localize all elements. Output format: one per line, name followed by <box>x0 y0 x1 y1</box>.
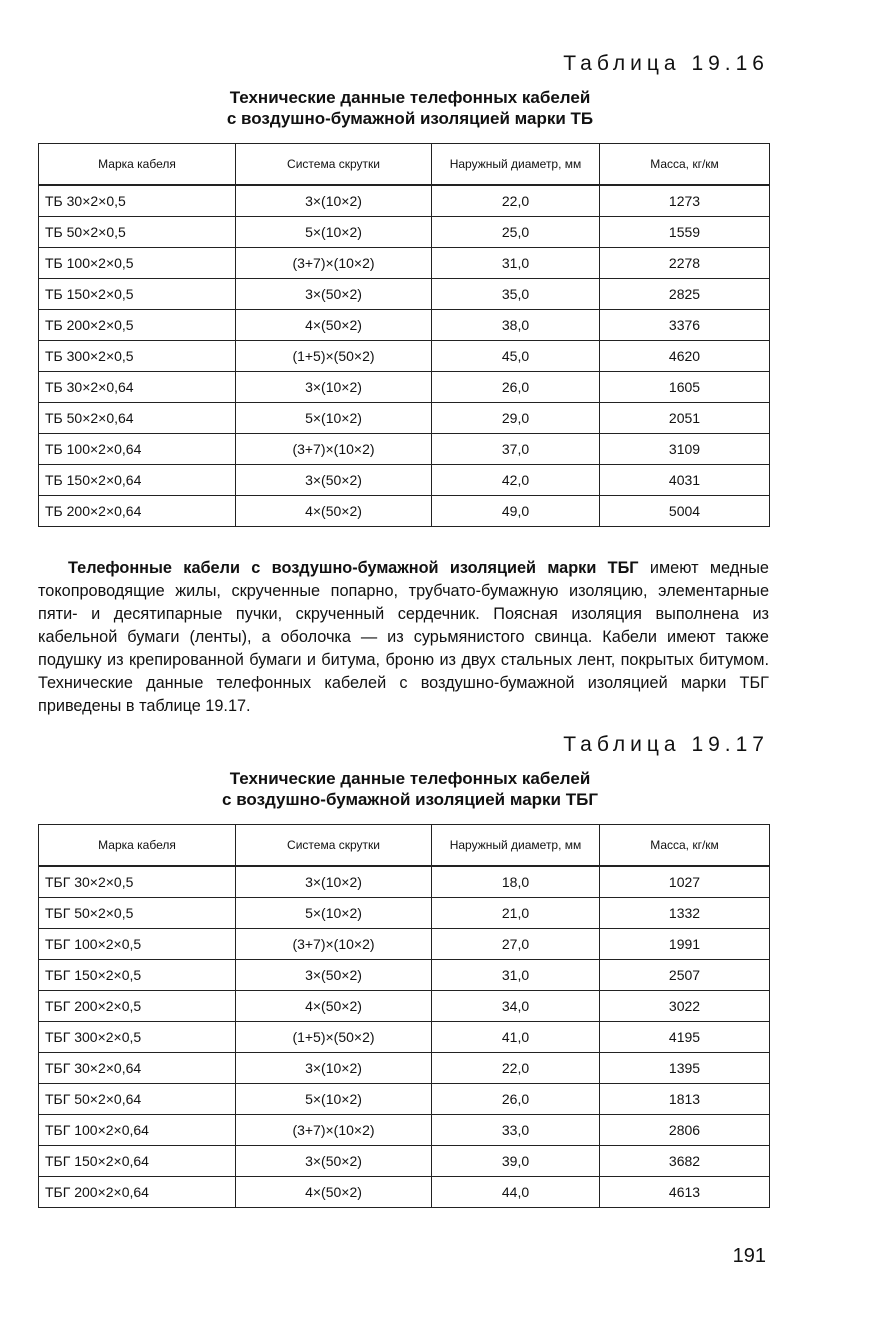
table-header-row <box>39 144 770 186</box>
table-row <box>39 279 770 310</box>
table-label: Таблица 19.16 <box>563 52 769 75</box>
table-cell: 1605 <box>600 372 770 403</box>
table-cell: ТБГ 100×2×0,5 <box>39 929 236 960</box>
table-cell: 25,0 <box>432 217 600 248</box>
table-cell: 34,0 <box>432 991 600 1022</box>
table-cell: 3×(50×2) <box>236 279 432 310</box>
table-cell: 5×(10×2) <box>236 217 432 248</box>
paragraph-lead: Телефонные кабели с воздушно-бумажной изоляцией марки ТБГ <box>68 559 639 577</box>
table-cell: 45,0 <box>432 341 600 372</box>
cable-table-tb <box>38 143 770 527</box>
table-row <box>39 310 770 341</box>
table-cell: 5×(10×2) <box>236 1084 432 1115</box>
table-cell: 26,0 <box>432 1084 600 1115</box>
table-row <box>39 496 770 527</box>
table-row <box>39 898 770 929</box>
table-cell: 26,0 <box>432 372 600 403</box>
table-cell: 3×(10×2) <box>236 185 432 217</box>
table-cell: (1+5)×(50×2) <box>236 1022 432 1053</box>
table-row <box>39 991 770 1022</box>
table-cell: 1027 <box>600 866 770 898</box>
table-row <box>39 434 770 465</box>
table-cell: 2825 <box>600 279 770 310</box>
table-cell: ТБГ 50×2×0,64 <box>39 1084 236 1115</box>
table-cell: 5×(10×2) <box>236 403 432 434</box>
column-header: Масса, кг/км <box>600 144 770 186</box>
caption-line: Технические данные телефонных кабелей <box>229 88 591 107</box>
table-cell: ТБ 30×2×0,64 <box>39 372 236 403</box>
table-row <box>39 960 770 991</box>
table-cell: 35,0 <box>432 279 600 310</box>
table-cell: 3×(50×2) <box>236 465 432 496</box>
table-cell: ТБ 300×2×0,5 <box>39 341 236 372</box>
table-cell: 39,0 <box>432 1146 600 1177</box>
table-cell: 3×(50×2) <box>236 960 432 991</box>
table-cell: (3+7)×(10×2) <box>236 929 432 960</box>
column-header: Масса, кг/км <box>600 825 770 867</box>
table-row <box>39 372 770 403</box>
table-cell: ТБ 200×2×0,5 <box>39 310 236 341</box>
table-cell: 4×(50×2) <box>236 496 432 527</box>
column-header: Система скрутки <box>236 144 432 186</box>
table-row <box>39 1115 770 1146</box>
table-caption <box>120 768 700 810</box>
table-row <box>39 185 770 217</box>
table-cell: 1273 <box>600 185 770 217</box>
table-cell: 5×(10×2) <box>236 898 432 929</box>
table-row <box>39 248 770 279</box>
table-cell: ТБ 30×2×0,5 <box>39 185 236 217</box>
cable-table-tbg <box>38 824 770 1208</box>
table-cell: 4×(50×2) <box>236 1177 432 1208</box>
table-row <box>39 929 770 960</box>
table-cell: 3376 <box>600 310 770 341</box>
table-cell: 49,0 <box>432 496 600 527</box>
table-cell: ТБГ 30×2×0,64 <box>39 1053 236 1084</box>
table-cell: ТБГ 200×2×0,5 <box>39 991 236 1022</box>
table-cell: 27,0 <box>432 929 600 960</box>
column-header: Система скрутки <box>236 825 432 867</box>
table-cell: ТБГ 30×2×0,5 <box>39 866 236 898</box>
table-cell: 3022 <box>600 991 770 1022</box>
table-cell: 3682 <box>600 1146 770 1177</box>
table-cell: 1332 <box>600 898 770 929</box>
table-row <box>39 217 770 248</box>
table-cell: ТБ 150×2×0,5 <box>39 279 236 310</box>
table-cell: 4×(50×2) <box>236 310 432 341</box>
table-cell: 29,0 <box>432 403 600 434</box>
table-cell: ТБ 100×2×0,5 <box>39 248 236 279</box>
table-cell: ТБГ 200×2×0,64 <box>39 1177 236 1208</box>
page-number: 191 <box>732 1245 766 1267</box>
table-cell: 44,0 <box>432 1177 600 1208</box>
table-cell: 4×(50×2) <box>236 991 432 1022</box>
caption-line: Технические данные телефонных кабелей <box>229 769 591 788</box>
table-cell: 4195 <box>600 1022 770 1053</box>
table-cell: 33,0 <box>432 1115 600 1146</box>
column-header: Наружный диаметр, мм <box>432 825 600 867</box>
table-cell: 22,0 <box>432 1053 600 1084</box>
table-row <box>39 1022 770 1053</box>
table-row <box>39 403 770 434</box>
table-cell: 31,0 <box>432 960 600 991</box>
table-cell: (1+5)×(50×2) <box>236 341 432 372</box>
table-cell: (3+7)×(10×2) <box>236 1115 432 1146</box>
table-cell: 4031 <box>600 465 770 496</box>
table-cell: 2051 <box>600 403 770 434</box>
table-cell: 3×(10×2) <box>236 372 432 403</box>
caption-line: с воздушно-бумажной изоляцией марки ТБГ <box>222 790 598 809</box>
column-header: Марка кабеля <box>39 144 236 186</box>
table-cell: ТБГ 150×2×0,5 <box>39 960 236 991</box>
table-header-row <box>39 825 770 867</box>
table-cell: 21,0 <box>432 898 600 929</box>
table-row <box>39 1053 770 1084</box>
table-row <box>39 465 770 496</box>
table-label: Таблица 19.17 <box>563 733 769 756</box>
table-caption <box>120 87 700 129</box>
table-cell: 4620 <box>600 341 770 372</box>
table-cell: 42,0 <box>432 465 600 496</box>
table-cell: 31,0 <box>432 248 600 279</box>
table-cell: ТБ 100×2×0,64 <box>39 434 236 465</box>
table-cell: 1395 <box>600 1053 770 1084</box>
table-cell: ТБГ 50×2×0,5 <box>39 898 236 929</box>
table-cell: 1991 <box>600 929 770 960</box>
table-cell: ТБГ 150×2×0,64 <box>39 1146 236 1177</box>
paragraph-text: имеют медные токопроводящие жилы, скрученные попарно, трубчато-бумажную изоляцию, элементарные пяти- и десятипарные пучки, скрученный сердечник. Поясная изоляция выполнена из кабельной бумаги (ленты), а оболочка — из сурьмянистого свинца. Кабели имеют также подушку из крепированной бумаги и битума, броню из двух стальных лент, покрытых битумом. Технические данные телефонных кабелей с воздушно-бумажной изоляцией марки ТБГ приведены в таблице 19.17. <box>38 559 769 715</box>
table-cell: 3109 <box>600 434 770 465</box>
table-cell: 22,0 <box>432 185 600 217</box>
table-cell: 1813 <box>600 1084 770 1115</box>
table-cell: ТБ 50×2×0,5 <box>39 217 236 248</box>
table-cell: 3×(10×2) <box>236 1053 432 1084</box>
table-cell: ТБ 150×2×0,64 <box>39 465 236 496</box>
table-cell: 38,0 <box>432 310 600 341</box>
table-cell: 4613 <box>600 1177 770 1208</box>
table-cell: ТБ 50×2×0,64 <box>39 403 236 434</box>
table-cell: 2806 <box>600 1115 770 1146</box>
table-cell: ТБГ 100×2×0,64 <box>39 1115 236 1146</box>
column-header: Наружный диаметр, мм <box>432 144 600 186</box>
table-cell: 2278 <box>600 248 770 279</box>
table-cell: (3+7)×(10×2) <box>236 434 432 465</box>
table-cell: 41,0 <box>432 1022 600 1053</box>
table-cell: (3+7)×(10×2) <box>236 248 432 279</box>
table-row <box>39 1146 770 1177</box>
table-row <box>39 341 770 372</box>
table-row <box>39 1177 770 1208</box>
table-cell: ТБГ 300×2×0,5 <box>39 1022 236 1053</box>
body-paragraph <box>38 557 769 718</box>
table-cell: 3×(50×2) <box>236 1146 432 1177</box>
table-cell: 3×(10×2) <box>236 866 432 898</box>
table-cell: 5004 <box>600 496 770 527</box>
table-row <box>39 1084 770 1115</box>
table-row <box>39 866 770 898</box>
table-cell: ТБ 200×2×0,64 <box>39 496 236 527</box>
table-cell: 37,0 <box>432 434 600 465</box>
table-cell: 2507 <box>600 960 770 991</box>
table-cell: 18,0 <box>432 866 600 898</box>
table-cell: 1559 <box>600 217 770 248</box>
column-header: Марка кабеля <box>39 825 236 867</box>
caption-line: с воздушно-бумажной изоляцией марки ТБ <box>226 109 594 128</box>
